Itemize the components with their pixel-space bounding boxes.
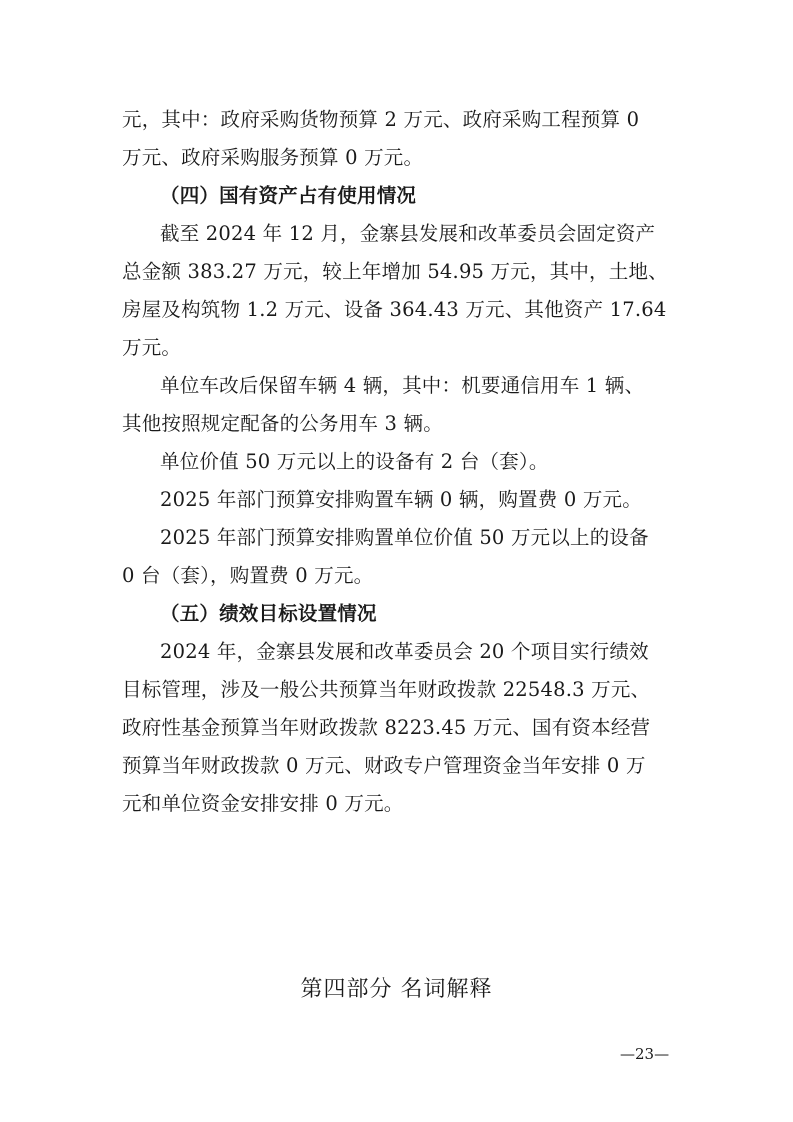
paragraph-line: 元和单位资金安排安排 0 万元。 <box>122 792 404 815</box>
paragraph-line: 0 台（套），购置费 0 万元。 <box>122 564 374 587</box>
section-heading-performance: （五）绩效目标设置情况 <box>160 602 377 625</box>
paragraph-line: 房屋及构筑物 1.2 万元、设备 364.43 万元、其他资产 17.64 <box>122 298 667 321</box>
page-number: —23— <box>620 1045 670 1063</box>
section-heading-assets: （四）国有资产占有使用情况 <box>160 184 417 207</box>
paragraph-line: 万元。 <box>122 336 182 359</box>
paragraph-line: 元，其中：政府采购货物预算 2 万元、政府采购工程预算 0 <box>122 108 640 131</box>
paragraph-line: 单位价值 50 万元以上的设备有 2 台（套）。 <box>160 450 549 473</box>
paragraph-line: 2025 年部门预算安排购置单位价值 50 万元以上的设备 <box>160 526 649 549</box>
part-title: 第四部分 名词解释 <box>300 977 493 1002</box>
paragraph-line: 其他按照规定配备的公务用车 3 辆。 <box>122 412 443 435</box>
paragraph-line: 截至 2024 年 12 月，金寨县发展和改革委员会固定资产 <box>160 222 656 245</box>
paragraph-line: 总金额 383.27 万元，较上年增加 54.95 万元，其中，土地、 <box>122 260 668 283</box>
paragraph-line: 预算当年财政拨款 0 万元、财政专户管理资金当年安排 0 万 <box>122 754 646 777</box>
paragraph-line: 目标管理，涉及一般公共预算当年财政拨款 22548.3 万元、 <box>122 678 651 701</box>
paragraph-line: 万元、政府采购服务预算 0 万元。 <box>122 146 424 169</box>
paragraph-line: 单位车改后保留车辆 4 辆，其中：机要通信用车 1 辆、 <box>160 374 645 397</box>
paragraph-line: 2024 年，金寨县发展和改革委员会 20 个项目实行绩效 <box>160 640 649 663</box>
paragraph-line: 政府性基金预算当年财政拨款 8223.45 万元、国有资本经营 <box>122 716 651 739</box>
paragraph-line: 2025 年部门预算安排购置车辆 0 辆，购置费 0 万元。 <box>160 488 642 511</box>
